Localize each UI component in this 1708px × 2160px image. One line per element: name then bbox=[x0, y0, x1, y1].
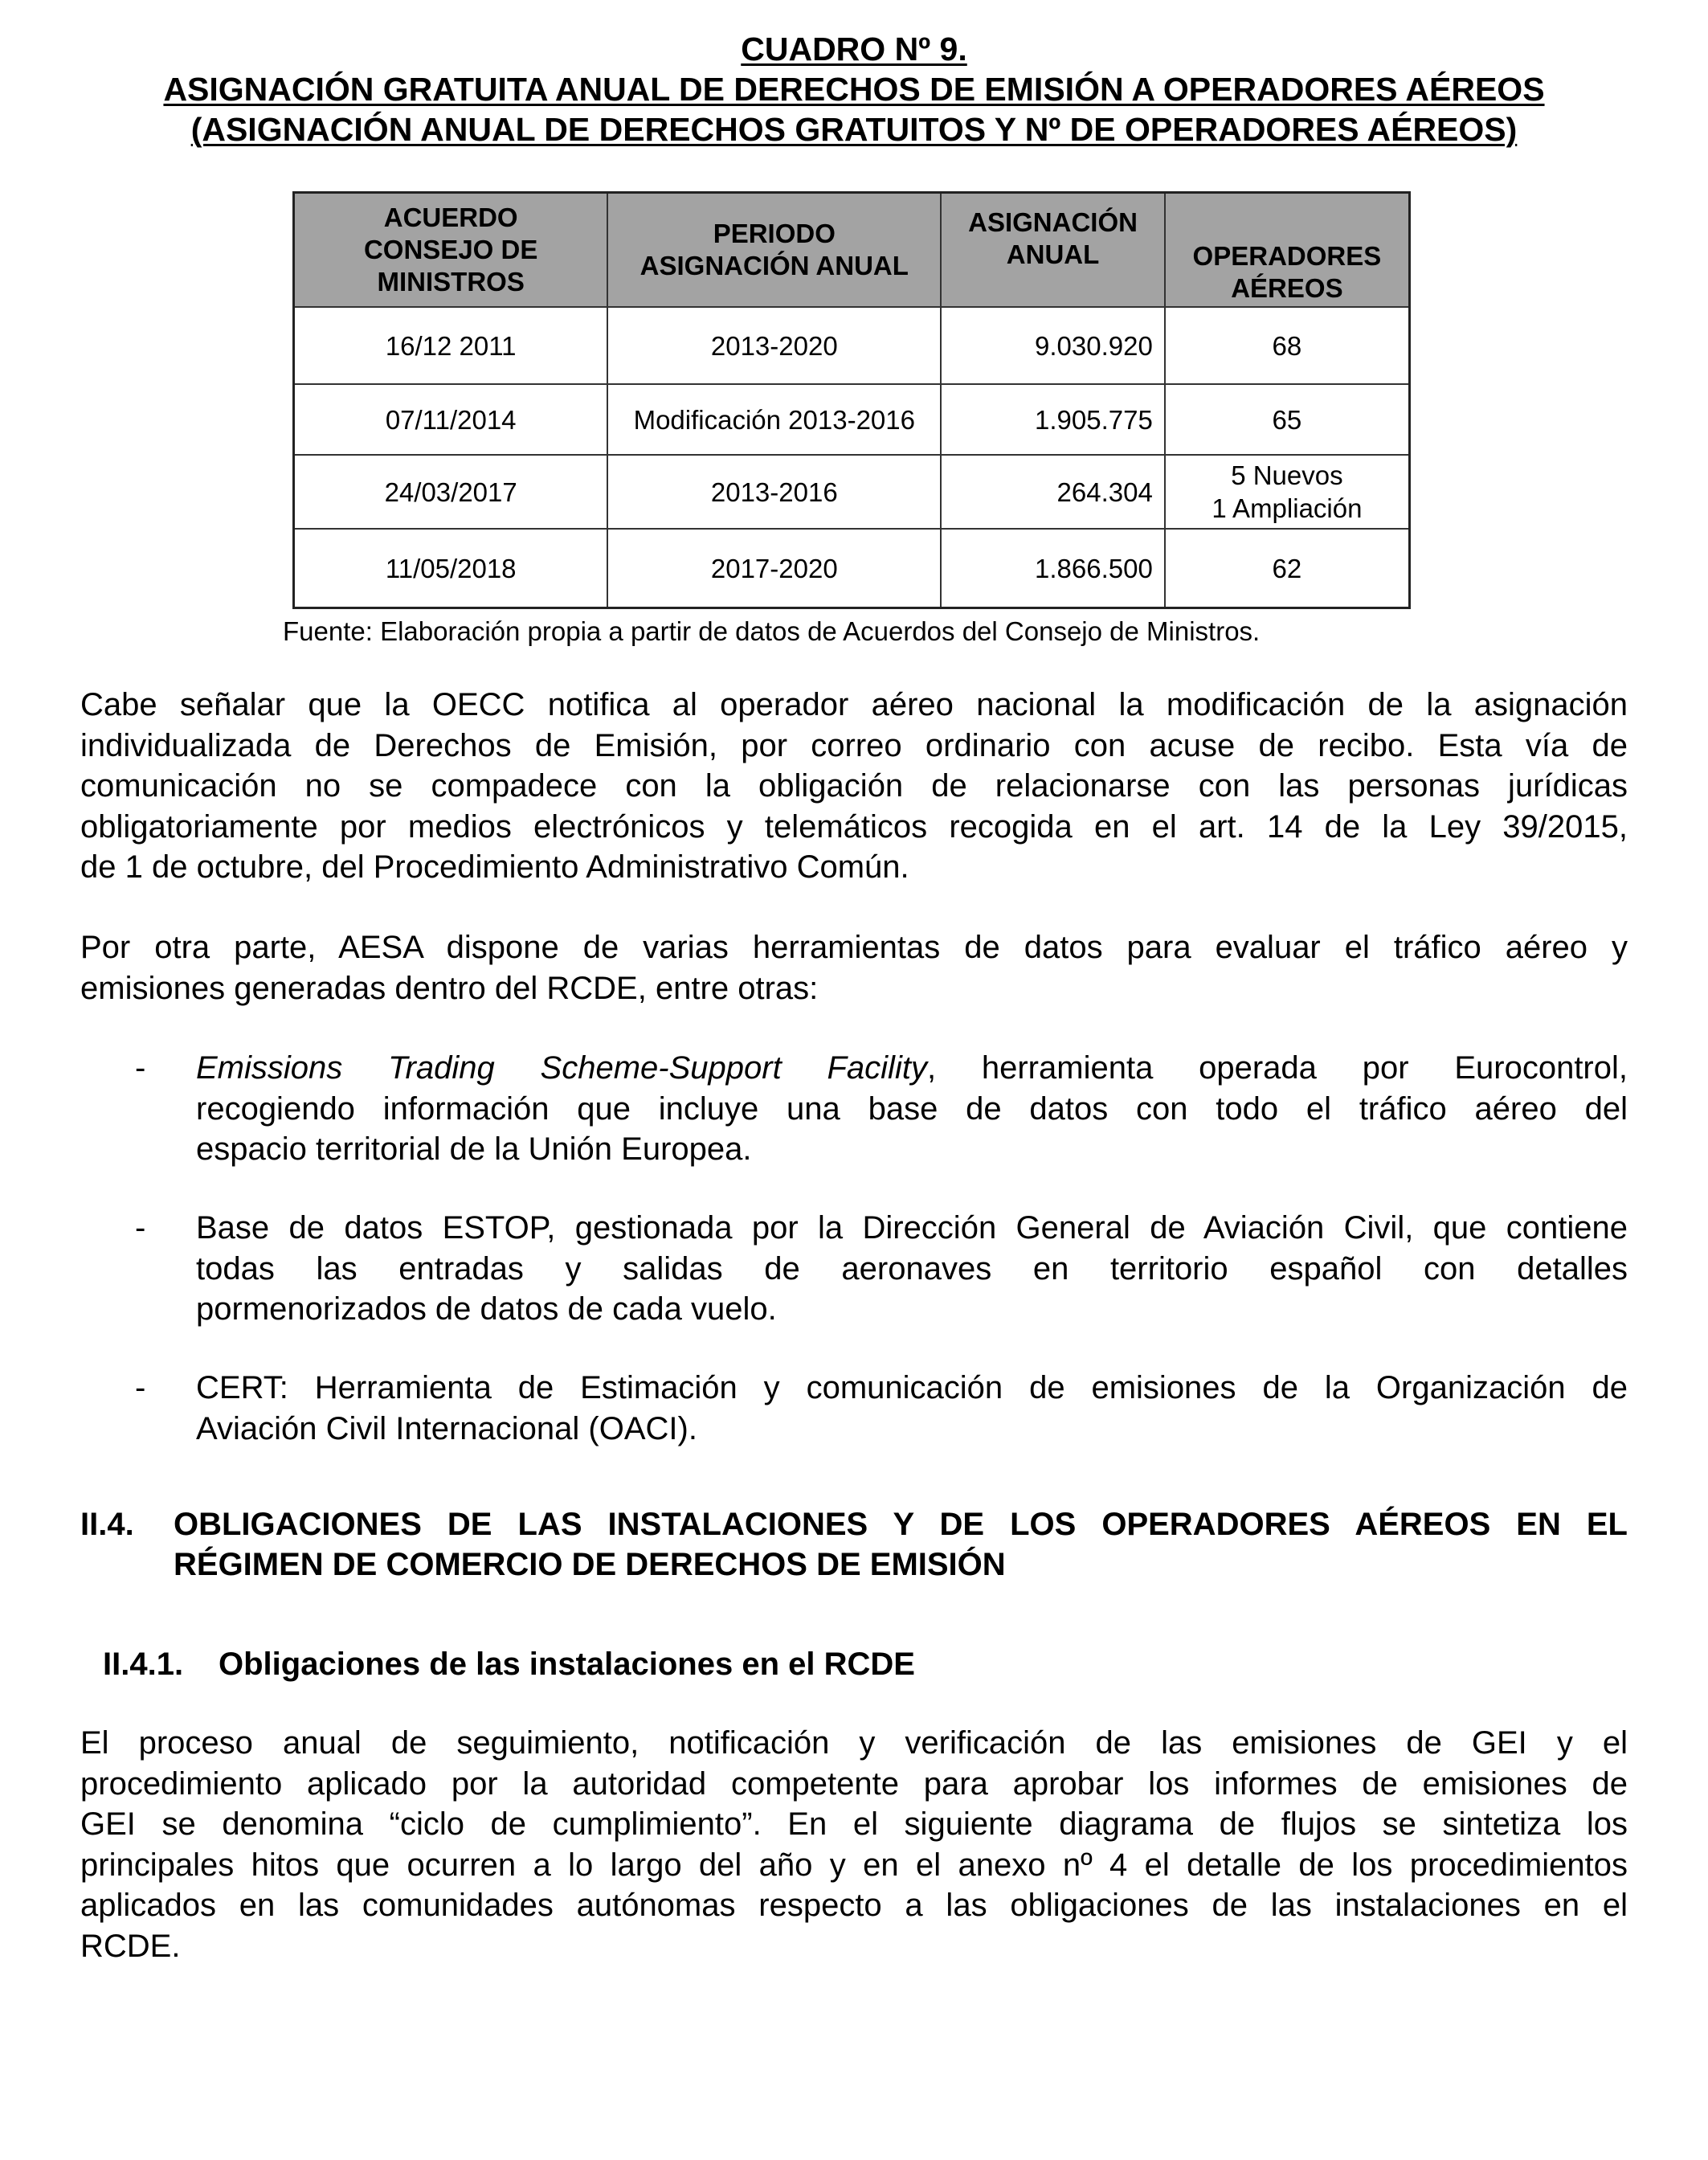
table-row bbox=[294, 307, 1410, 384]
cell-operadores bbox=[1165, 455, 1410, 529]
header-operadores-line-2: AÉREOS bbox=[1231, 273, 1343, 303]
bullet-line: CERT: Herramienta de Estimación y comunicación de emisiones de la Organización de bbox=[196, 1370, 1628, 1405]
cell-periodo: 2017-2020 bbox=[607, 529, 941, 608]
cell-operadores bbox=[1165, 529, 1410, 608]
paragraph-line: aplicados en las comunidades autónomas respecto a las obligaciones de las instalaciones en el bbox=[80, 1888, 1628, 1923]
table-header-row bbox=[294, 193, 1410, 308]
bullet-ets-support bbox=[196, 1048, 1628, 1170]
paragraph-line: Por otra parte, AESA dispone de varias herramientas de datos para evaluar el tráfico aéreo y bbox=[80, 930, 1628, 965]
section-ii41-title: Obligaciones de las instalaciones en el RCDE bbox=[219, 1647, 915, 1682]
cell-operadores bbox=[1165, 307, 1410, 384]
paragraph-line: El proceso anual de seguimiento, notificación y verificación de las emisiones de GEI y el bbox=[80, 1725, 1628, 1761]
header-acuerdo-line-3: MINISTROS bbox=[377, 267, 525, 297]
header-acuerdo bbox=[294, 193, 608, 308]
bullet-estop bbox=[196, 1208, 1628, 1330]
paragraph-line: Cabe señalar que la OECC notifica al operador aéreo nacional la modificación de la asignación bbox=[80, 687, 1628, 722]
cell-operadores-line: 5 Nuevos bbox=[1231, 460, 1343, 490]
cuadro-title-block bbox=[80, 29, 1628, 149]
asignacion-table bbox=[292, 191, 1411, 609]
paragraph-line: GEI se denomina “ciclo de cumplimiento”. En el siguiente diagrama de flujos se sintetiza los bbox=[80, 1806, 1628, 1842]
bullet-dash: - bbox=[135, 1370, 146, 1405]
header-asignacion-line-2: ANUAL bbox=[1006, 239, 1100, 269]
bullet-line: Aviación Civil Internacional (OACI). bbox=[196, 1410, 697, 1446]
header-periodo-line-2: ASIGNACIÓN ANUAL bbox=[639, 251, 909, 280]
cuadro-number: CUADRO Nº 9. bbox=[741, 31, 967, 68]
cell-operadores-line: 68 bbox=[1272, 330, 1302, 361]
table-row bbox=[294, 384, 1410, 455]
paragraph-oecc bbox=[80, 685, 1628, 888]
bullet-line: recogiendo información que incluye una base de datos con todo el tráfico aéreo del bbox=[196, 1090, 1628, 1127]
bullet-italic-term: Emissions Trading Scheme-Support Facility bbox=[196, 1050, 927, 1086]
header-operadores-line-1: OPERADORES bbox=[1192, 241, 1382, 271]
bullet-dash: - bbox=[135, 1210, 146, 1246]
bullet-line: Base de datos ESTOP, gestionada por la Dirección General de Aviación Civil, que contiene bbox=[196, 1210, 1628, 1246]
paragraph-line: procedimiento aplicado por la autoridad competente para aprobar los informes de emisiones de bbox=[80, 1765, 1628, 1802]
cell-acuerdo: 07/11/2014 bbox=[294, 384, 608, 455]
table-source-note: Fuente: Elaboración propia a partir de datos de Acuerdos del Consejo de Ministros. bbox=[283, 616, 1261, 646]
section-heading-line: RÉGIMEN DE COMERCIO DE DERECHOS DE EMISIÓN bbox=[174, 1547, 1006, 1582]
bullet-line-rest: , herramienta operada por Eurocontrol, bbox=[926, 1050, 1628, 1086]
paragraph-line: individualizada de Derechos de Emisión, por correo ordinario con acuse de recibo. Esta vía de bbox=[80, 727, 1628, 763]
cell-acuerdo: 16/12 2011 bbox=[294, 307, 608, 384]
paragraph-line: emisiones generadas dentro del RCDE, entre otras: bbox=[80, 970, 819, 1006]
paragraph-line: comunicación no se compadece con la obligación de relacionarse con las personas jurídicas bbox=[80, 768, 1628, 804]
header-acuerdo-line-2: CONSEJO DE bbox=[363, 235, 538, 264]
cell-asignacion: 1.866.500 bbox=[941, 529, 1165, 608]
cell-operadores-line: 1 Ampliación bbox=[1212, 493, 1363, 523]
bullet-line bbox=[196, 1048, 1628, 1089]
paragraph-aesa bbox=[80, 927, 1628, 1008]
header-acuerdo-line-1: ACUERDO bbox=[383, 202, 518, 232]
cell-asignacion: 264.304 bbox=[941, 455, 1165, 529]
paragraph-ciclo-cumplimiento bbox=[80, 1723, 1628, 1966]
table-row bbox=[294, 455, 1410, 529]
section-heading-line: OBLIGACIONES DE LAS INSTALACIONES Y DE LOS OPERADORES AÉREOS EN EL bbox=[174, 1507, 1628, 1542]
cell-periodo: 2013-2016 bbox=[607, 455, 941, 529]
section-ii41-number: II.4.1. bbox=[103, 1647, 184, 1682]
paragraph-line: de 1 de octubre, del Procedimiento Administrativo Común. bbox=[80, 849, 909, 885]
cell-periodo: Modificación 2013-2016 bbox=[607, 384, 941, 455]
cell-operadores-line: 65 bbox=[1272, 404, 1302, 435]
cuadro-title-line-1: ASIGNACIÓN GRATUITA ANUAL DE DERECHOS DE EMISIÓN A OPERADORES AÉREOS bbox=[163, 71, 1545, 108]
section-ii4-heading bbox=[174, 1504, 1628, 1585]
header-asignacion bbox=[941, 193, 1165, 308]
bullet-line: pormenorizados de datos de cada vuelo. bbox=[196, 1291, 777, 1327]
section-ii41-heading bbox=[103, 1644, 915, 1684]
table-row bbox=[294, 529, 1410, 608]
bullet-line: espacio territorial de la Unión Europea. bbox=[196, 1131, 752, 1167]
cell-operadores bbox=[1165, 384, 1410, 455]
paragraph-line: principales hitos que ocurren a lo largo del año y en el anexo nº 4 el detalle de los procedimientos bbox=[80, 1847, 1628, 1883]
cuadro-title-line-2: (ASIGNACIÓN ANUAL DE DERECHOS GRATUITOS Y Nº DE OPERADORES AÉREOS) bbox=[190, 111, 1518, 148]
cell-operadores-line: 62 bbox=[1272, 553, 1302, 583]
bullet-cert bbox=[196, 1368, 1628, 1449]
cell-acuerdo: 11/05/2018 bbox=[294, 529, 608, 608]
bullet-line: todas las entradas y salidas de aeronaves en territorio español con detalles bbox=[196, 1250, 1628, 1287]
header-asignacion-line-1: ASIGNACIÓN bbox=[968, 207, 1138, 237]
paragraph-line: RCDE. bbox=[80, 1928, 181, 1964]
cell-asignacion: 9.030.920 bbox=[941, 307, 1165, 384]
header-periodo bbox=[607, 193, 941, 308]
bullet-dash: - bbox=[135, 1050, 146, 1086]
cell-asignacion: 1.905.775 bbox=[941, 384, 1165, 455]
cell-acuerdo: 24/03/2017 bbox=[294, 455, 608, 529]
section-ii4-number: II.4. bbox=[80, 1507, 134, 1542]
header-operadores bbox=[1165, 193, 1410, 308]
paragraph-line: obligatoriamente por medios electrónicos y telemáticos recogida en el art. 14 de la Ley 39/2015, bbox=[80, 808, 1628, 845]
cell-periodo: 2013-2020 bbox=[607, 307, 941, 384]
header-periodo-line-1: PERIODO bbox=[713, 219, 836, 248]
